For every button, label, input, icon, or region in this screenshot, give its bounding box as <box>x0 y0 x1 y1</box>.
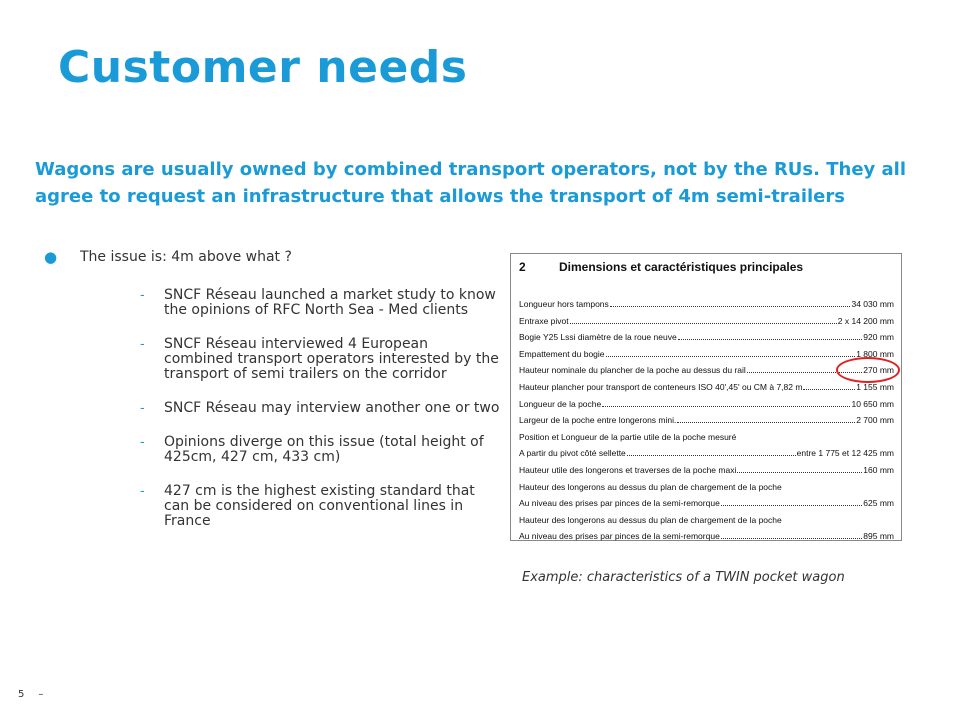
row-label: Bogie Y25 Lssi diamètre de la roue neuve <box>519 332 677 343</box>
row-label: Longueur de la poche <box>519 398 602 409</box>
row-leader <box>606 347 856 357</box>
row-label: Hauteur utile des longerons et traverses de la poche maxi <box>519 464 737 475</box>
dash-icon: - <box>140 337 145 352</box>
row-label: Empattement du bogie <box>519 348 605 359</box>
row-value: 10 650 mm <box>851 398 894 409</box>
row-value: entre 1 775 et 12 425 mm <box>796 448 894 459</box>
table-heading <box>519 260 803 274</box>
row-leader <box>678 330 863 340</box>
row-leader <box>737 463 862 473</box>
page-number: 5 <box>18 689 25 700</box>
table-row <box>519 396 894 413</box>
dash-icon: - <box>140 288 145 303</box>
sub-bullet-list <box>40 288 500 529</box>
row-leader <box>783 514 893 523</box>
sub-bullet <box>40 337 500 382</box>
table-section-title: Dimensions et caractéristiques principales <box>559 260 804 274</box>
row-value: 2 700 mm <box>856 415 894 426</box>
row-label: Hauteur des longerons au dessus du plan de chargement de la poche <box>519 514 782 525</box>
dash-icon: - <box>140 435 145 450</box>
row-value: 895 mm <box>863 531 894 542</box>
row-leader <box>737 431 893 440</box>
table-section-number: 2 <box>519 260 526 274</box>
row-leader <box>721 496 862 506</box>
row-label: Hauteur plancher pour transport de conteneurs ISO 40',45' ou CM à 7,82 m <box>519 381 803 392</box>
sub-bullet-text: 427 cm is the highest existing standard that can be considered on conventional lines in France <box>164 483 475 529</box>
row-value: 1 155 mm <box>856 381 894 392</box>
slide-subtitle: Wagons are usually owned by combined transport operators, not by the RUs. They all agree to request an infrastructure that allows the transport of 4m semi-trailers <box>35 159 907 207</box>
footer <box>18 689 43 700</box>
sub-bullet <box>40 484 500 529</box>
page-title: Customer needs <box>58 42 468 93</box>
image-caption: Example: characteristics of a TWIN pocket wagon <box>522 570 845 585</box>
row-value: 160 mm <box>863 464 894 475</box>
row-value: 920 mm <box>863 332 894 343</box>
row-label: Largeur de la poche entre longerons mini. <box>519 415 677 426</box>
table-row <box>519 379 894 396</box>
row-leader <box>803 380 855 390</box>
table-row <box>519 512 894 529</box>
sub-bullet-text: SNCF Réseau interviewed 4 European combined transport operators interested by the transport of semi trailers on the corridor <box>164 336 499 382</box>
row-label: Longueur hors tampons <box>519 299 609 309</box>
table-row <box>519 313 894 330</box>
sub-bullet <box>40 435 500 465</box>
row-leader <box>602 397 850 407</box>
wagon-characteristics-table <box>510 253 902 541</box>
row-value: 270 mm <box>863 365 894 376</box>
table-row <box>519 445 894 462</box>
row-value: 625 mm <box>863 498 894 509</box>
table-row <box>519 329 894 346</box>
sub-bullet-text: SNCF Réseau launched a market study to know the opinions of RFC North Sea - Med clients <box>164 287 496 318</box>
table-row <box>519 479 894 496</box>
row-value: 2 x 14 200 mm <box>837 315 894 326</box>
row-label: Au niveau des prises par pinces de la semi-remorque <box>519 498 720 509</box>
row-leader <box>721 529 862 539</box>
table-row <box>519 296 894 313</box>
sub-bullet <box>40 288 500 318</box>
row-leader <box>627 446 796 456</box>
row-value: 1 800 mm <box>856 348 894 359</box>
dash-icon: - <box>140 401 145 416</box>
main-bullet-text: The issue is: 4m above what ? <box>80 249 292 265</box>
sub-bullet <box>40 401 500 416</box>
table-row <box>519 495 894 512</box>
table-row <box>519 429 894 446</box>
row-leader <box>677 413 855 423</box>
row-leader <box>783 481 893 490</box>
row-value: 34 030 mm <box>851 299 894 309</box>
sub-bullet-text: SNCF Réseau may interview another one or two <box>164 400 500 416</box>
bullet-list <box>40 248 500 548</box>
row-label: Hauteur des longerons au dessus du plan de chargement de la poche <box>519 481 782 492</box>
table-rows <box>519 296 894 545</box>
row-label: Au niveau des prises par pinces de la semi-remorque <box>519 531 720 542</box>
table-row <box>519 412 894 429</box>
footer-separator: – <box>38 689 44 700</box>
row-leader <box>570 314 837 324</box>
row-label: A partir du pivot côté sellette <box>519 448 626 459</box>
bullet-dot-icon: ● <box>44 248 58 266</box>
dash-icon: - <box>140 484 145 499</box>
highlight-circle <box>836 357 900 383</box>
sub-bullet-text: Opinions diverge on this issue (total height of 425cm, 427 cm, 433 cm) <box>164 434 484 465</box>
table-row <box>519 462 894 479</box>
table-row <box>519 528 894 545</box>
main-bullet <box>40 248 500 266</box>
row-leader <box>610 297 851 307</box>
row-label: Position et Longueur de la partie utile de la poche mesuré <box>519 431 737 442</box>
row-label: Entraxe pivot <box>519 315 569 326</box>
row-label: Hauteur nominale du plancher de la poche au dessus du rail <box>519 365 746 376</box>
table-row <box>519 346 894 363</box>
